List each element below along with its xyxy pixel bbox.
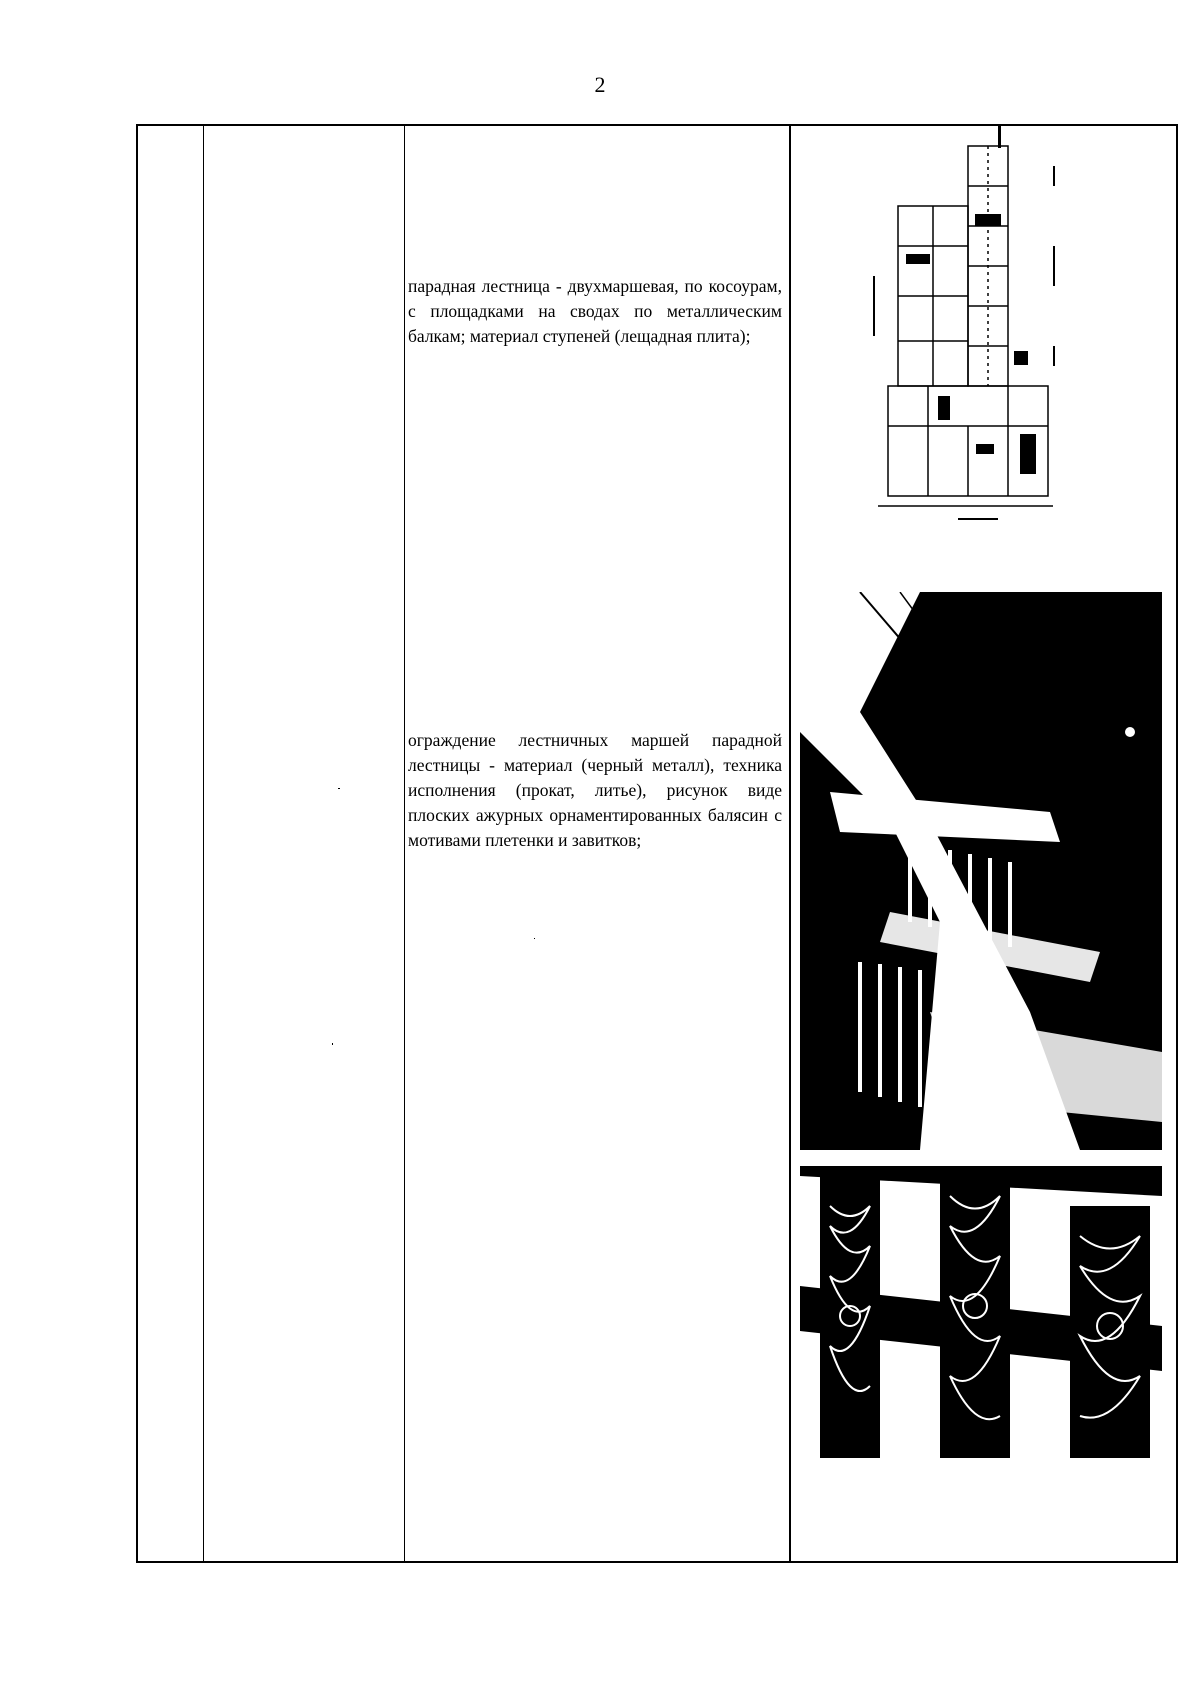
document-table — [136, 124, 1178, 1563]
scan-mark — [338, 788, 340, 789]
railing-description: ограждение лестничных маршей парадной лестницы - материал (черный металл), техника исполнения (прокат, литье), рисунок виде плоских ажурных орнаментированных балясин с мотивами плетенки и завитков; — [408, 730, 782, 850]
stair-description: парадная лестница - двухмаршевая, по косоурам, с площадками на сводах по металлическим балкам; материал ступеней (лещадная плита); — [408, 276, 782, 346]
scan-mark — [332, 1043, 333, 1045]
column-divider-3 — [789, 126, 791, 1561]
page-number: 2 — [594, 72, 606, 97]
baluster-detail-photo — [800, 1166, 1162, 1458]
scan-mark — [534, 938, 535, 939]
column-divider-2 — [404, 126, 405, 1561]
staircase-photo — [800, 592, 1162, 1150]
floor-plan-image — [848, 126, 1078, 556]
column-divider-1 — [203, 126, 204, 1561]
